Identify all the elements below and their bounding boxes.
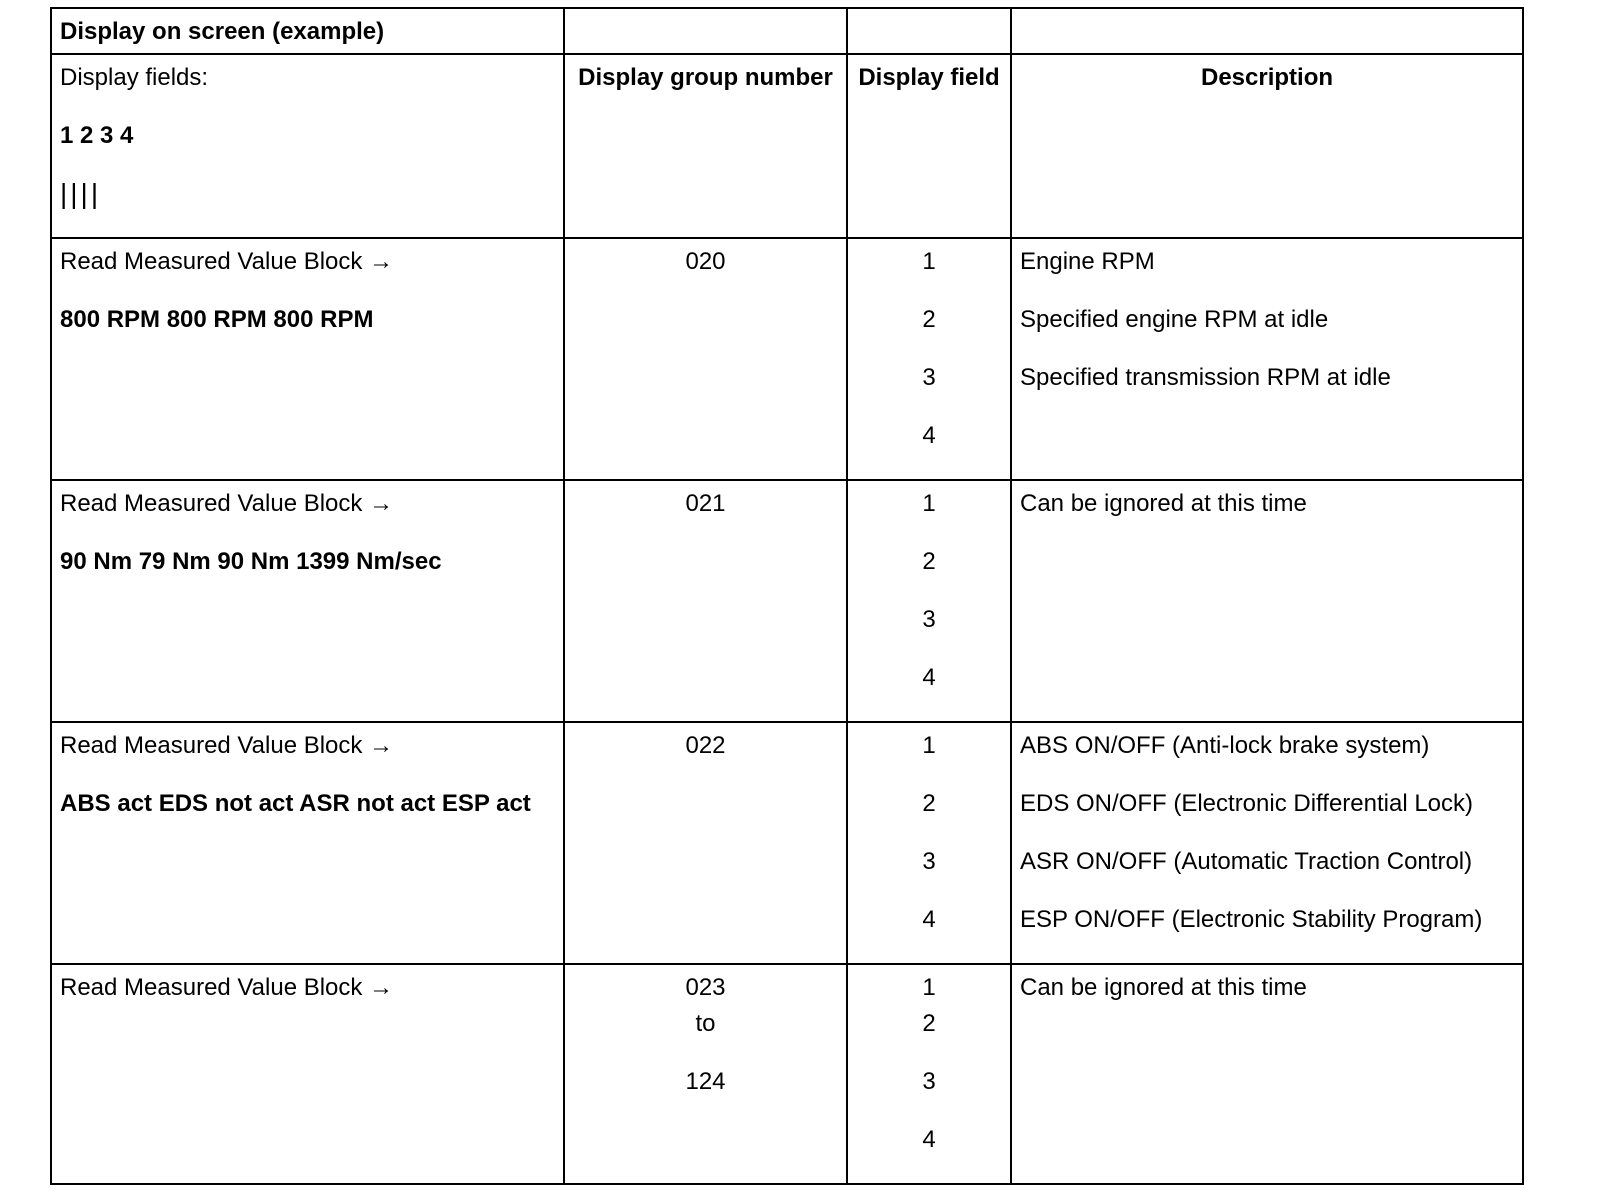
display-field-number: 1 (922, 974, 936, 1001)
block-cell (51, 238, 564, 480)
empty-header-cell (847, 8, 1011, 54)
display-field-number: 1 (922, 732, 936, 759)
block-cell (51, 480, 564, 722)
display-field-cell (847, 238, 1011, 480)
display-field-number: 1 (922, 490, 936, 517)
group-number-cell (564, 722, 847, 964)
description-text: ABS ON/OFF (Anti-lock brake system) (1020, 732, 1430, 759)
display-field-number: 2 (922, 306, 936, 333)
display-fields-label: Display fields: (60, 64, 209, 91)
display-field-number: 3 (922, 1068, 936, 1095)
description-text: Specified engine RPM at idle (1020, 306, 1329, 333)
block-label: Read Measured Value Block → (60, 248, 394, 275)
description-text: Specified transmission RPM at idle (1020, 364, 1391, 391)
display-field-number: 1 (922, 248, 936, 275)
display-field-cell (847, 722, 1011, 964)
display-field-number: 2 (922, 790, 936, 817)
table-row (51, 964, 1523, 1184)
description-cell (1011, 964, 1523, 1184)
description-header-cell (1011, 54, 1523, 238)
description-cell (1011, 722, 1523, 964)
group-number-cell (564, 480, 847, 722)
empty-header-cell (1011, 8, 1523, 54)
display-field-number: 4 (922, 422, 936, 449)
group-number-from: 023 (685, 974, 726, 1001)
table-row (51, 722, 1523, 964)
display-field-number: 4 (922, 1126, 936, 1153)
description-header: Description (1200, 64, 1334, 91)
block-label: Read Measured Value Block → (60, 732, 394, 759)
measured-value-block-table (50, 7, 1524, 1185)
display-field-number: 3 (922, 606, 936, 633)
table-title: Display on screen (example) (60, 18, 385, 45)
group-number: 022 (685, 732, 726, 759)
field-tick-marks: |||| (60, 178, 102, 209)
display-field-cell (847, 480, 1011, 722)
group-number-header: Display group number (578, 64, 833, 91)
field-numbers: 1 2 3 4 (60, 122, 134, 149)
description-text: Engine RPM (1020, 248, 1155, 275)
display-field-number: 4 (922, 664, 936, 691)
block-cell (51, 964, 564, 1184)
display-field-cell (847, 964, 1011, 1184)
display-field-header: Display field (858, 64, 1000, 91)
description-text: EDS ON/OFF (Electronic Differential Lock) (1020, 790, 1474, 817)
example-values: ABS act EDS not act ASR not act ESP act (60, 790, 531, 817)
group-number: 021 (685, 490, 726, 517)
group-number: 020 (685, 248, 726, 275)
table-title-row (51, 8, 1523, 54)
display-field-number: 3 (922, 364, 936, 391)
group-number-to: 124 (685, 1068, 726, 1095)
display-fields-header-cell (51, 54, 564, 238)
group-number-to-word: to (695, 1010, 716, 1037)
display-field-number: 3 (922, 848, 936, 875)
table-row (51, 238, 1523, 480)
description-cell (1011, 480, 1523, 722)
description-cell (1011, 238, 1523, 480)
description-text: Can be ignored at this time (1020, 490, 1307, 517)
example-values: 90 Nm 79 Nm 90 Nm 1399 Nm/sec (60, 548, 442, 575)
display-field-number: 2 (922, 1010, 936, 1037)
example-values: 800 RPM 800 RPM 800 RPM (60, 306, 374, 333)
description-text: ESP ON/OFF (Electronic Stability Program) (1020, 906, 1483, 933)
table-title-cell (51, 8, 564, 54)
description-text: Can be ignored at this time (1020, 974, 1307, 1001)
column-header-row (51, 54, 1523, 238)
group-number-cell (564, 238, 847, 480)
block-label: Read Measured Value Block → (60, 974, 394, 1001)
display-field-header-cell (847, 54, 1011, 238)
empty-header-cell (564, 8, 847, 54)
group-number-header-cell (564, 54, 847, 238)
description-text: ASR ON/OFF (Automatic Traction Control) (1020, 848, 1473, 875)
block-cell (51, 722, 564, 964)
table-row (51, 480, 1523, 722)
display-field-number: 4 (922, 906, 936, 933)
display-field-number: 2 (922, 548, 936, 575)
block-label: Read Measured Value Block → (60, 490, 394, 517)
group-number-cell (564, 964, 847, 1184)
